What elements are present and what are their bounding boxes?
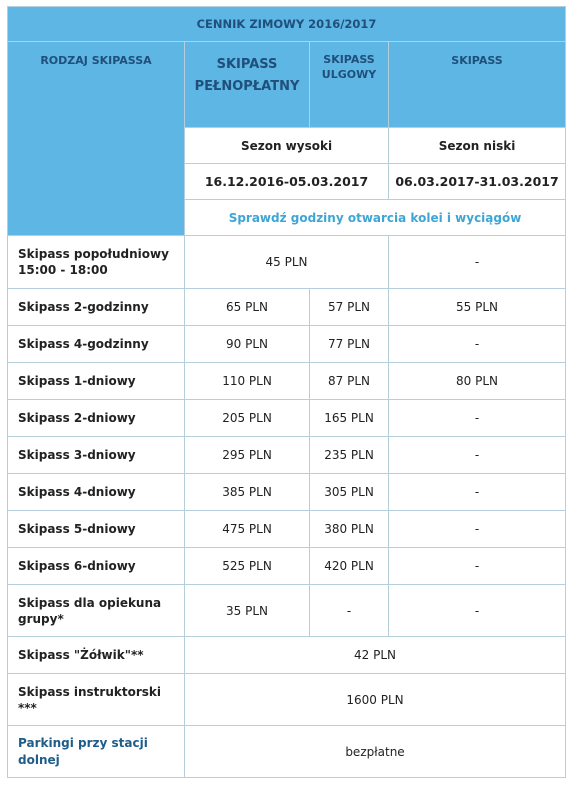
row-name: Skipass 4-dniowy: [8, 474, 185, 511]
row-name-line2: ***: [18, 700, 37, 715]
table-row: [8, 726, 566, 778]
row-name-line2: 15:00 - 18:00: [18, 263, 108, 277]
price-low-season: 80 PLN: [389, 363, 566, 400]
table-row: [8, 511, 566, 548]
price-high-season: 45 PLN: [185, 236, 389, 289]
price-low-season: -: [389, 437, 566, 474]
row-name-line2: grupy*: [18, 611, 64, 626]
price-low-season: -: [389, 511, 566, 548]
row-name-line1: Skipass popołudniowy: [18, 247, 169, 261]
price-all: 1600 PLN: [185, 674, 566, 726]
table-row: [8, 585, 566, 637]
price-full: 65 PLN: [185, 289, 310, 326]
row-name-line2: dolnej: [18, 752, 60, 767]
table-row: [8, 363, 566, 400]
header-full-line2: PEŁNOPŁATNY: [194, 79, 300, 94]
price-low-season: -: [389, 548, 566, 585]
row-name-line1: Skipass dla opiekuna: [18, 595, 162, 610]
row-name-parking: [8, 726, 185, 778]
price-full: 110 PLN: [185, 363, 310, 400]
header-reduced-line1: SKIPASS: [323, 53, 375, 66]
price-low-season: -: [389, 236, 566, 289]
table-row: [8, 474, 566, 511]
row-name: Skipass 5-dniowy: [8, 511, 185, 548]
row-name: Skipass 1-dniowy: [8, 363, 185, 400]
header-full-line1: SKIPASS: [216, 57, 278, 72]
table-row: [8, 289, 566, 326]
table-row: [8, 674, 566, 726]
price-reduced: 165 PLN: [310, 400, 389, 437]
table-row: [8, 637, 566, 674]
row-name: Skipass "Żółwik"**: [8, 637, 185, 674]
price-reduced: 87 PLN: [310, 363, 389, 400]
price-table: [7, 6, 566, 778]
price-low-season: -: [389, 326, 566, 363]
row-name: Skipass 2-dniowy: [8, 400, 185, 437]
season-high: Sezon wysoki: [185, 128, 389, 164]
price-all: 42 PLN: [185, 637, 566, 674]
row-name: [8, 585, 185, 637]
row-name: Skipass 6-dniowy: [8, 548, 185, 585]
price-reduced: 420 PLN: [310, 548, 389, 585]
price-full: 90 PLN: [185, 326, 310, 363]
parking-price: bezpłatne: [185, 726, 566, 778]
table-row: [8, 437, 566, 474]
price-reduced: 305 PLN: [310, 474, 389, 511]
price-low-season: 55 PLN: [389, 289, 566, 326]
table-row: [8, 548, 566, 585]
row-name: [8, 674, 185, 726]
row-name-line1: Parkingi przy stacji: [18, 735, 148, 750]
table-title: CENNIK ZIMOWY 2016/2017: [8, 7, 566, 42]
header-skipass: SKIPASS: [389, 42, 566, 128]
price-low-season: -: [389, 474, 566, 511]
header-type: RODZAJ SKIPASSA: [8, 42, 185, 236]
row-name: Skipass 3-dniowy: [8, 437, 185, 474]
table-row: [8, 236, 566, 289]
price-full: 525 PLN: [185, 548, 310, 585]
price-full: 475 PLN: [185, 511, 310, 548]
header-reduced-line2: ULGOWY: [321, 68, 377, 81]
row-name-line1: Skipass instruktorski: [18, 684, 161, 699]
price-low-season: -: [389, 585, 566, 637]
season-low-dates: 06.03.2017-31.03.2017: [389, 164, 566, 200]
price-reduced: 77 PLN: [310, 326, 389, 363]
season-low: Sezon niski: [389, 128, 566, 164]
table-row: [8, 400, 566, 437]
opening-hours-link[interactable]: Sprawdź godziny otwarcia kolei i wyciągów: [185, 200, 566, 236]
row-name: [8, 236, 185, 289]
price-reduced: -: [310, 585, 389, 637]
price-reduced: 235 PLN: [310, 437, 389, 474]
row-name: Skipass 2-godzinny: [8, 289, 185, 326]
price-full: 385 PLN: [185, 474, 310, 511]
price-reduced: 57 PLN: [310, 289, 389, 326]
price-full: 205 PLN: [185, 400, 310, 437]
price-full: 35 PLN: [185, 585, 310, 637]
season-high-dates: 16.12.2016-05.03.2017: [185, 164, 389, 200]
header-full: [185, 42, 310, 128]
price-full: 295 PLN: [185, 437, 310, 474]
table-row: [8, 326, 566, 363]
price-low-season: -: [389, 400, 566, 437]
row-name: Skipass 4-godzinny: [8, 326, 185, 363]
header-reduced: [310, 42, 389, 128]
price-reduced: 380 PLN: [310, 511, 389, 548]
